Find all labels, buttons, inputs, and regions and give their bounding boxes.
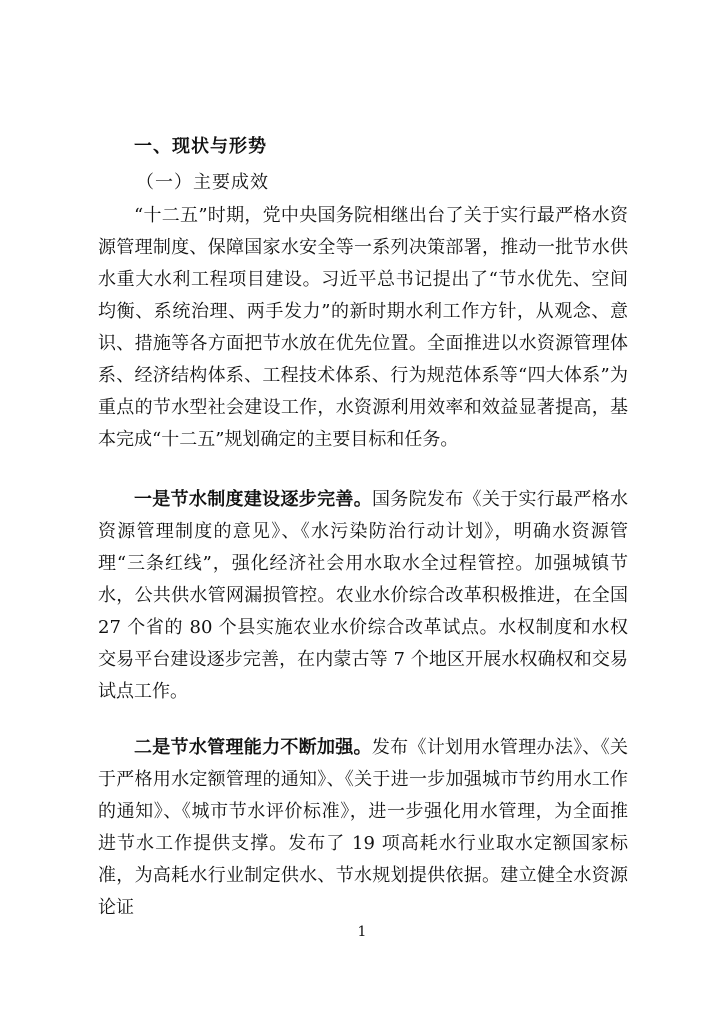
paragraph-system-building	[98, 484, 628, 708]
paragraph-management-capacity	[98, 732, 628, 924]
section-heading: 一、现状与形势	[134, 136, 267, 157]
subsection-heading: （一）主要成效	[136, 172, 269, 193]
paragraph-body: “十二五”时期，党中央国务院相继出台了关于实行最严格水资源管理制度、保障国家水安全等一系列决策部署，推动一批节水供水重大水利工程项目建设。习近平总书记提出了“节水优先、空间均衡、系统治理、两手发力”的新时期水利工作方针，从观念、意识、措施等各方面把节水放在优先位置。全面推进以水资源管理体系、经济结构体系、工程技术体系、行为规范体系等“四大体系”为重点的节水型社会建设工作，水资源利用效率和效益显著提高，基本完成“十二五”规划确定的主要目标和任务。	[98, 205, 628, 450]
page-number: 1	[357, 924, 367, 940]
paragraph-lead: 一是节水制度建设逐步完善。	[134, 489, 372, 510]
paragraph-overview	[98, 200, 628, 456]
paragraph-body: 发布《计划用水管理办法》、《关于严格用水定额管理的通知》、《关于进一步加强城市节约用水工作的通知》、《城市节水评价标准》，进一步强化用水管理，为全面推进节水工作提供支撑。发布了 19 项高耗水行业取水定额国家标准，为高耗水行业制定供水、节水规划提供依据。建立健全水资源论证	[98, 737, 629, 918]
paragraph-lead: 二是节水管理能力不断加强。	[134, 737, 372, 758]
paragraph-body: 国务院发布《关于实行最严格水资源管理制度的意见》、《水污染防治行动计划》，明确水资源管理“三条红线”，强化经济社会用水取水全过程管控。加强城镇节水，公共供水管网漏损管控。农业水价综合改革积极推进，在全国 27 个省的 80 个县实施农业水价综合改革试点。水权制度和水权交易平台建设逐步完善，在内蒙古等 7 个地区开展水权确权和交易试点工作。	[98, 489, 628, 702]
